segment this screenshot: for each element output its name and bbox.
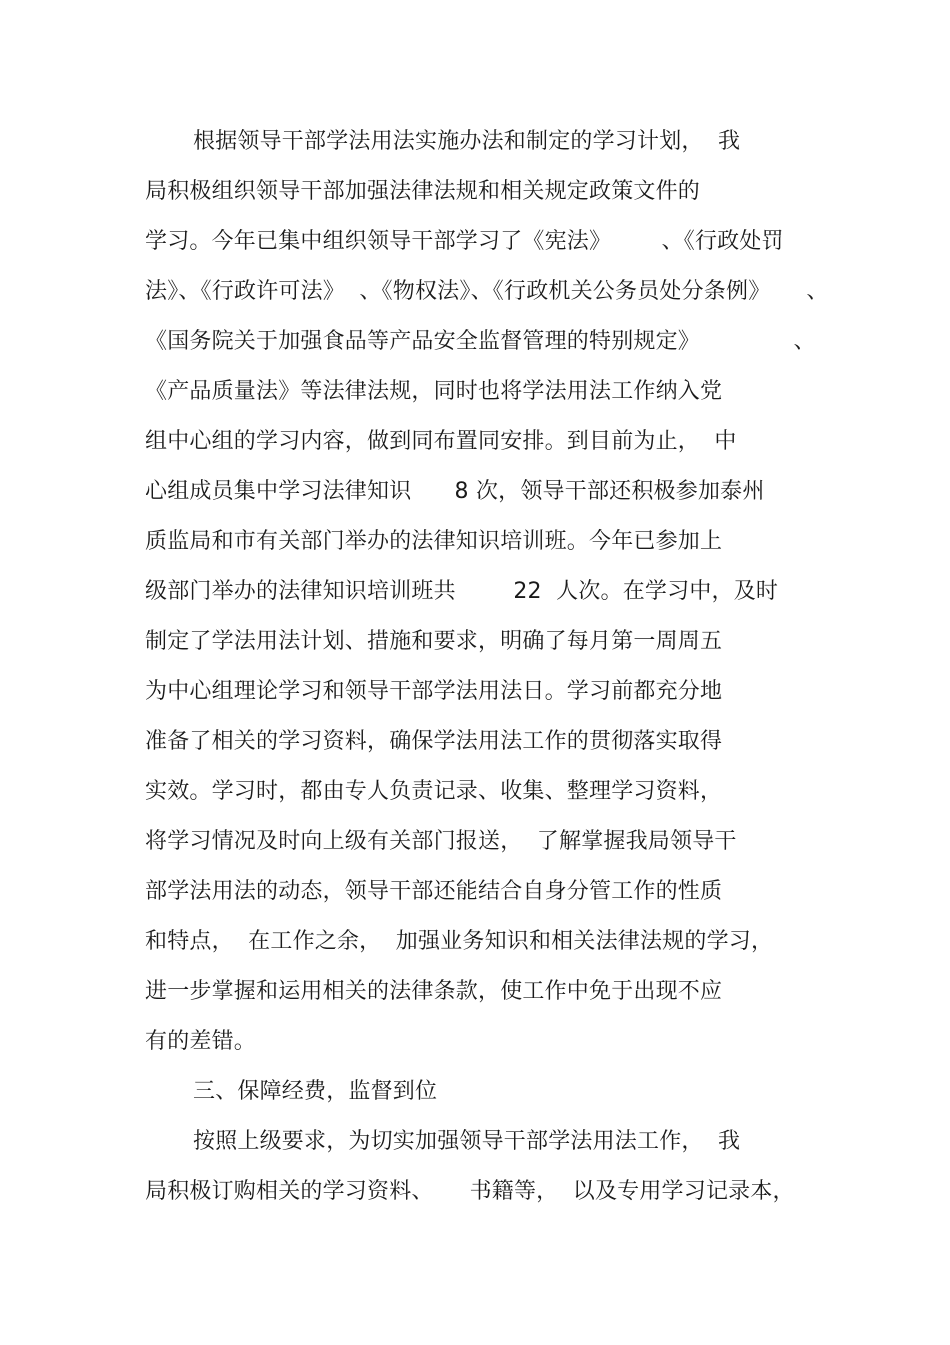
paragraph-line: 按照上级要求，为切实加强领导干部学法用法工作， 我 xyxy=(193,1129,741,1154)
paragraph-line: 准备了相关的学习资料，确保学法用法工作的贯彻落实取得 xyxy=(145,729,723,754)
paragraph-line: 将学习情况及时向上级有关部门报送， 了解掌握我局领导干 xyxy=(145,829,737,854)
paragraph-line: 《国务院关于加强食品等产品安全监督管理的特别规定》 、 xyxy=(145,329,816,354)
paragraph-line: 级部门举办的法律知识培训班共 22 人次。在学习中，及时 xyxy=(145,579,779,604)
paragraph-line: 《产品质量法》等法律法规，同时也将学法用法工作纳入党 xyxy=(145,379,723,404)
paragraph-line: 进一步掌握和运用相关的法律条款，使工作中免于出现不应 xyxy=(145,979,723,1004)
paragraph-line: 局积极组织领导干部加强法律法规和相关规定政策文件的 xyxy=(145,179,701,204)
paragraph-line: 和特点， 在工作之余， 加强业务知识和相关法律法规的学习， xyxy=(145,929,774,954)
paragraph-line: 法》、《行政许可法》 、《物权法》、《行政机关公务员处分条例》 、 xyxy=(145,279,829,304)
paragraph-line: 质监局和市有关部门举办的法律知识培训班。今年已参加上 xyxy=(145,529,723,554)
paragraph-line: 为中心组理论学习和领导干部学法用法日。学习前都充分地 xyxy=(145,679,723,704)
paragraph-line: 制定了学法用法计划、措施和要求，明确了每月第一周周五 xyxy=(145,629,723,654)
paragraph-line: 组中心组的学习内容，做到同布置同安排。到目前为止， 中 xyxy=(145,429,737,454)
paragraph-line: 根据领导干部学法用法实施办法和制定的学习计划， 我 xyxy=(193,129,741,154)
paragraph-line: 心组成员集中学习法律知识 8 次，领导干部还积极参加泰州 xyxy=(145,479,765,504)
paragraph-line: 实效。学习时，都由专人负责记录、收集、整理学习资料， xyxy=(145,779,723,804)
paragraph-line: 学习。今年已集中组织领导干部学习了《宪法》 、《行政处罚 xyxy=(145,229,784,254)
paragraph-line: 部学法用法的动态，领导干部还能结合自身分管工作的性质 xyxy=(145,879,723,904)
paragraph-line: 有的差错。 xyxy=(145,1029,257,1054)
paragraph-line: 局积极订购相关的学习资料、 书籍等， 以及专用学习记录本， xyxy=(145,1179,795,1204)
section-heading: 三、保障经费，监督到位 xyxy=(193,1079,438,1104)
